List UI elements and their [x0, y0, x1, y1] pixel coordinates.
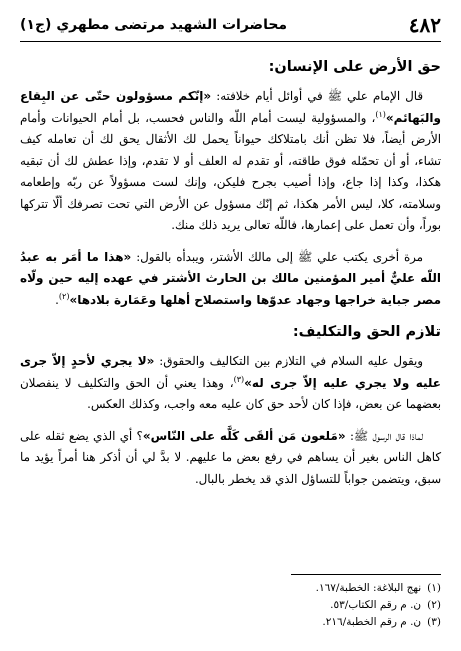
text-run: ؟ أي الذي يضع ثقله على كاهل الناس بغير أن يساهم في رفع بعض ما عليهم. لا بدَّ لي أن أذكر هنا أمراً يؤيد ما سبق، ويتضمن جواباً للتساؤل الذي قد يخطر بالبال.	[20, 428, 441, 486]
footnote-number: (٣)	[427, 616, 441, 628]
paragraph	[20, 426, 441, 491]
running-title: محاضرات الشهيد مرتضى مطهري (ج١)	[20, 17, 288, 33]
body-text	[20, 56, 441, 500]
text-run: لماذا قال الرسول ﷺ:	[345, 428, 423, 443]
footnote-ref: (٢)	[58, 291, 70, 301]
page-header	[20, 12, 441, 38]
text-run: ، وهذا يعني أن الحق والتكليف لا ينفصلان بعضهما عن بعض، فإذا كان لأحد حق كان عليه معه واجب، وكذلك العكس.	[20, 375, 441, 411]
page-number: ٤٨٢	[408, 13, 441, 37]
text-run: .	[55, 292, 59, 307]
footnote-text: نهج البلاغة: الخطبة/١٦٧.	[315, 582, 422, 594]
text-run: ، والمسؤولية ليست أمام اللّه والناس فحسب، بل أمام الحيوانات وأمام الأرض أيضاً، فلا تظن أنك بامتلاكك حيواناً يحمل لك الأثقال يحق لك أن تعامله كيف تشاء، أو أن تحمّله فوق طاقته، أو تقدم له العلف أو لا تقدم، وإذا عطش لك أن تبقيه هكذا، وكذا إذا جاع، وإذا أصيب بجرح فليكن، وإنك لست مسؤولاً عن ربّه وإطعامه وسلامته، كلا، ليس الأمر هكذا، ثم إنّك مسؤول عن الأرض التي تحت تصرفك ألّا تتركها بوراً، وأن تعمل على إعمارها، فاللّه تعالى يريد ذلك منك.	[20, 110, 441, 232]
footnote-text: ن. م رقم الكتاب/٥٣.	[330, 599, 422, 611]
footnote-ref: (١)	[375, 109, 386, 119]
footnotes	[20, 580, 441, 631]
paragraph	[20, 351, 441, 416]
text-run: مرة أخرى يكتب علي ﷺ إلى مالك الأشتر، ويبدأه بالقول:	[131, 249, 423, 264]
footnote-number: (١)	[427, 582, 441, 594]
paragraph	[20, 86, 441, 237]
section-heading: حق الأرض على الإنسان:	[268, 59, 441, 75]
paragraph	[20, 247, 441, 312]
footnote-number: (٢)	[427, 599, 441, 611]
text-run: ويقول عليه السلام في التلازم بين التكاليف والحقوق:	[154, 354, 423, 368]
quotation: «مَلعون مَن ألقَى كَلَّه على النّاس»	[142, 428, 346, 443]
footnote	[20, 614, 441, 631]
footnote-ref: (٣)	[233, 374, 245, 384]
text-run: قال الإمام علي ﷺ في أوائل أيام خلافته:	[211, 89, 423, 103]
section-heading: تلازم الحق والتكليف:	[292, 324, 441, 340]
quotation: «لا يجري لأحدٍ إلاّ جرى عليه ولا يجري عليه إلاّ جرى له»	[20, 354, 441, 390]
quotation: «إنّكم مسؤولون حتّى عن البِقاع والبَهائم»	[20, 89, 441, 125]
quotation: «هذا ما أمَر به عبدُ اللّه عليٌّ أمير المؤمنين مالك بن الحارث الأشتر في عهده إليه حين ولّاه مصر جباية خراجها وجهاد عدوّها واستصلاح أهلها وعَمَارة بلادها»	[20, 249, 441, 307]
footnote-text: ن. م رقم الخطبة/٢١٦.	[322, 616, 422, 628]
footnote	[20, 597, 441, 614]
footnote	[20, 580, 441, 597]
footnote-rule	[291, 574, 441, 575]
header-rule	[20, 41, 441, 42]
